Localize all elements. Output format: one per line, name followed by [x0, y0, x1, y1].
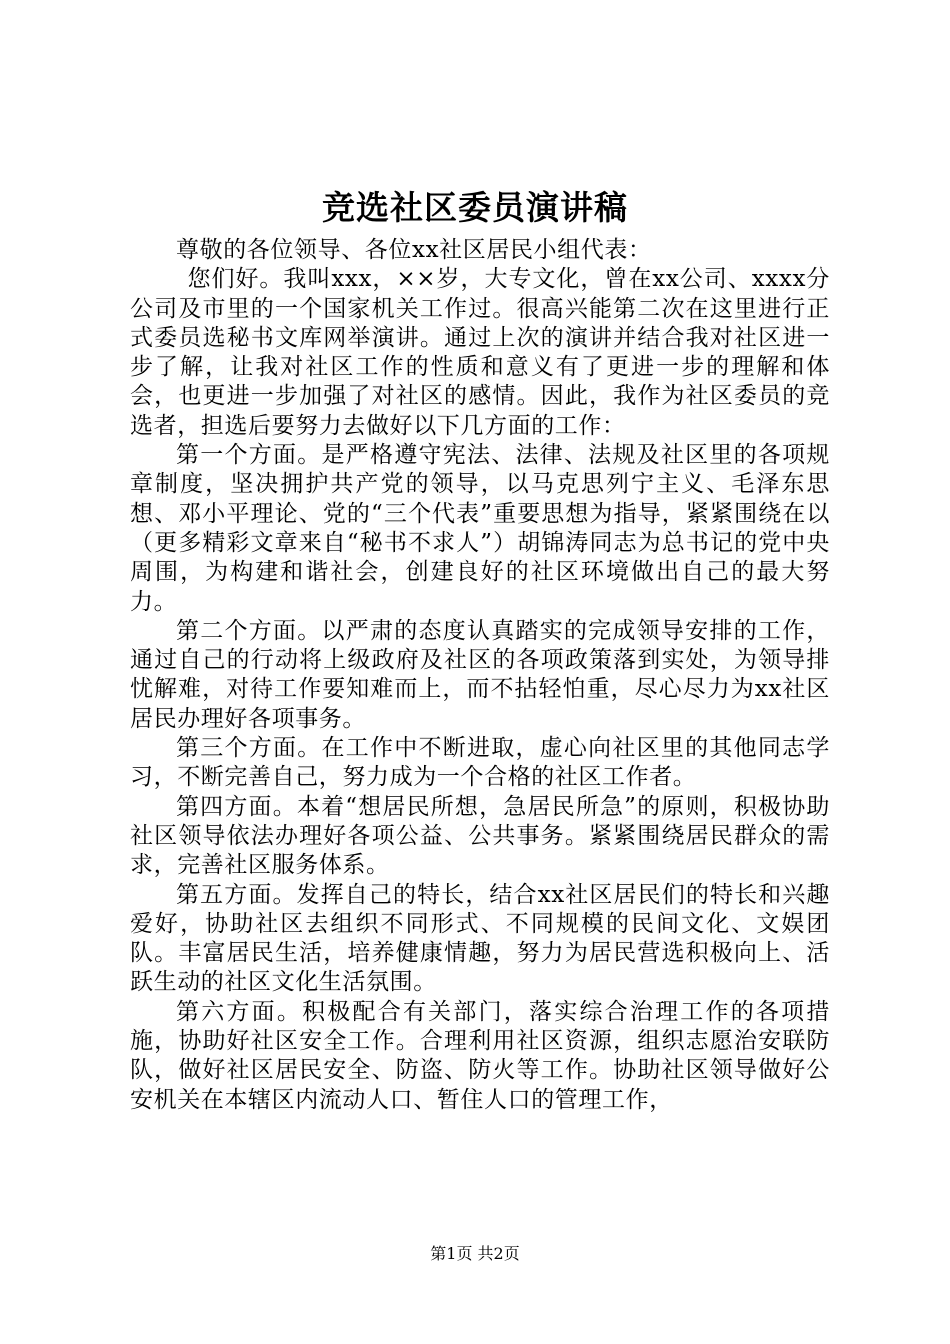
paragraph-aspect-4: 第四方面。本着“想居民所想，急居民所急”的原则，积极协助社区领导依法办理好各项公益、公共事务。紧紧围绕居民群众的需求，完善社区服务体系。 — [130, 793, 830, 879]
paragraph-aspect-1: 第一个方面。是严格遵守宪法、法律、法规及社区里的各项规章制度，坚决拥护共产党的领导，以马克思列宁主义、毛泽东思想、邓小平理论、党的“三个代表”重要思想为指导，紧紧围绕在以（更多精彩文章来自“秘书不求人”）胡锦涛同志为总书记的党中央周围，为构建和谐社会，创建良好的社区环境做出自己的最大努力。 — [130, 442, 830, 615]
paragraph-salutation: 尊敬的各位领导、各位xx社区居民小组代表： — [176, 237, 652, 263]
document-title: 竞选社区委员演讲稿 — [322, 188, 628, 227]
document-body — [130, 236, 830, 1115]
paragraph-aspect-3: 第三个方面。在工作中不断进取，虚心向社区里的其他同志学习，不断完善自己，努力成为一个合格的社区工作者。 — [130, 735, 830, 791]
paragraph-aspect-2: 第二个方面。以严肃的态度认真踏实的完成领导安排的工作，通过自己的行动将上级政府及社区的各项政策落到实处，为领导排忧解难，对待工作要知难而上，而不拈轻怕重，尽心尽力为xx社区居民办理好各项事务。 — [130, 617, 830, 732]
paragraph-aspect-5: 第五方面。发挥自己的特长，结合xx社区居民们的特长和兴趣爱好，协助社区去组织不同形式、不同规模的民间文化、文娱团队。丰富居民生活，培养健康情趣，努力为居民营选积极向上、活跃生动的社区文化生活氛围。 — [130, 881, 830, 996]
paragraph-aspect-6: 第六方面。积极配合有关部门，落实综合治理工作的各项措施，协助好社区安全工作。合理利用社区资源，组织志愿治安联防队，做好社区居民安全、防盗、防火等工作。协助社区领导做好公安机关在本辖区内流动人口、暂住人口的管理工作， — [130, 998, 830, 1113]
paragraph-greeting: 您们好。我叫xxx，××岁，大专文化，曾在xx公司、xxxx分公司及市里的一个国家机关工作过。很高兴能第二次在这里进行正式委员选秘书文库网举演讲。通过上次的演讲并结合我对社区进一步了解，让我对社区工作的性质和意义有了更进一步的理解和体会，也更进一步加强了对社区的感情。因此，我作为社区委员的竞选者，担选后要努力去做好以下几方面的工作： — [130, 266, 830, 439]
page-number-footer: 第1页 共2页 — [430, 1244, 520, 1263]
